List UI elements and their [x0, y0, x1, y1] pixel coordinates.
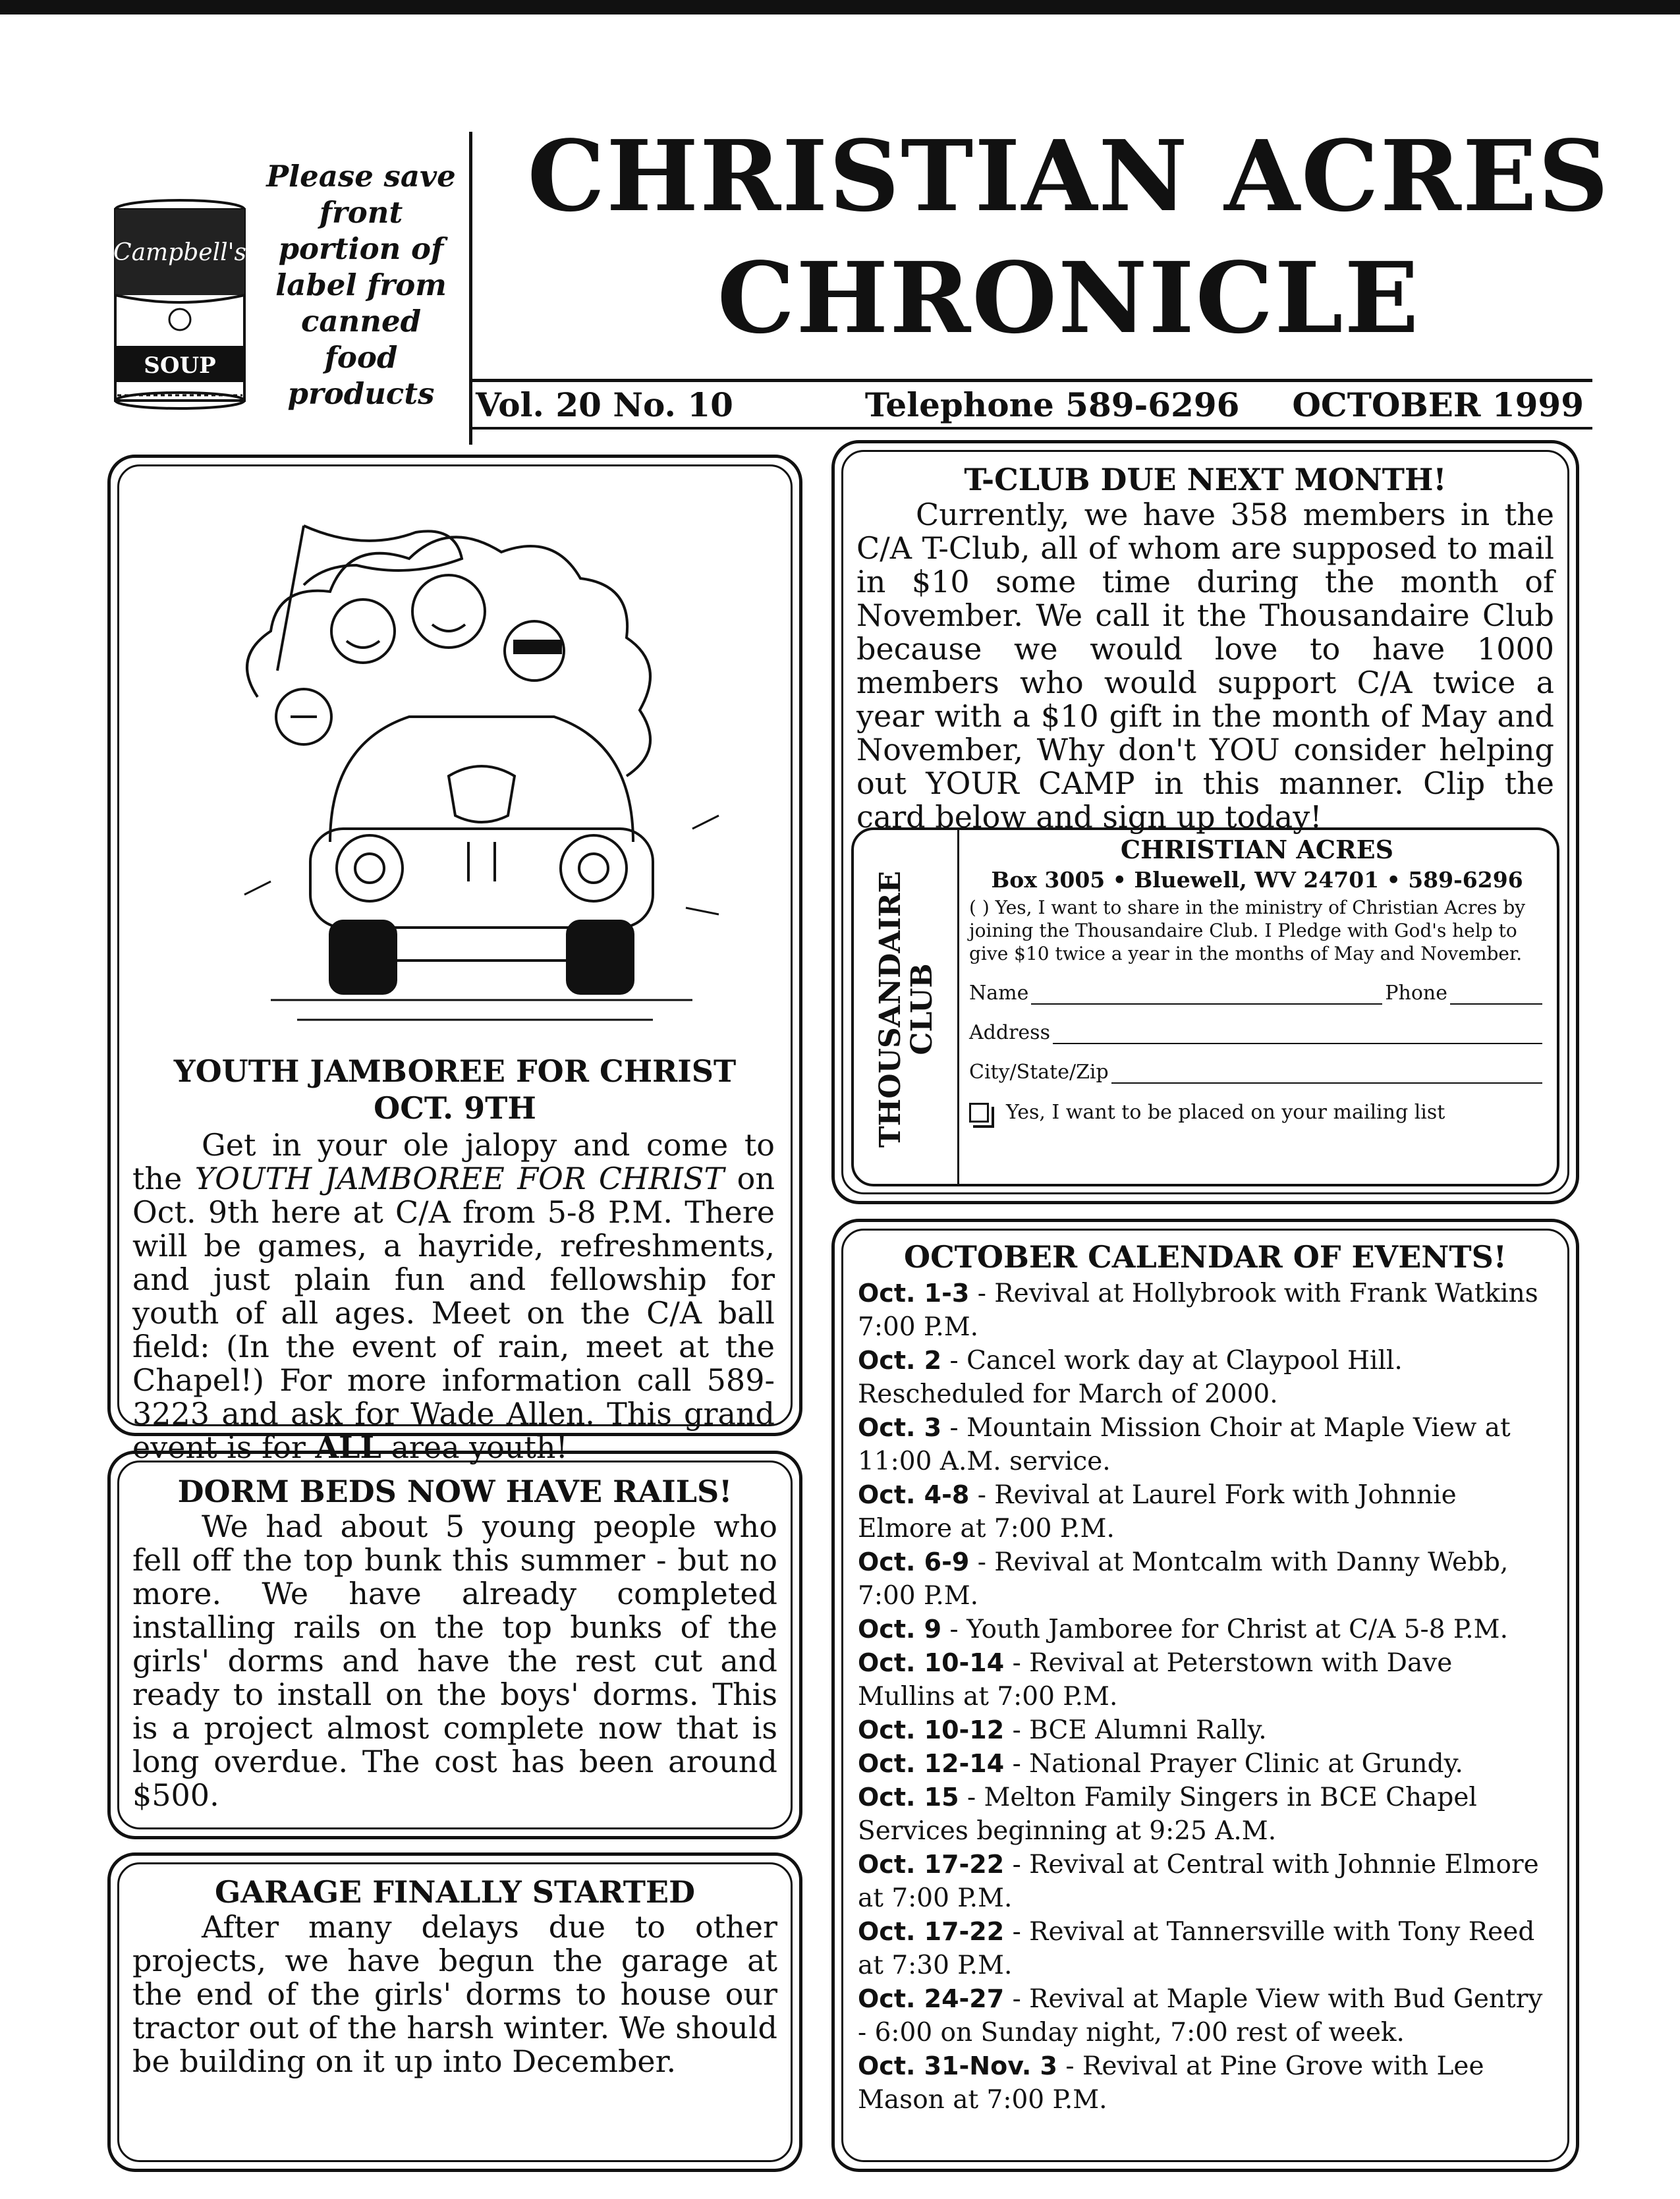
- jamboree-date: OCT. 9TH: [374, 1090, 536, 1126]
- calendar-event: [858, 1848, 1553, 1915]
- card-side-label: THOUSANDAIRE CLUB: [854, 830, 959, 1184]
- event-description: - Revival at Pine Grove with Lee Mason at 7:00 P.M.: [858, 2051, 1484, 2115]
- jamboree-title: YOUTH JAMBOREE FOR CHRIST: [173, 1053, 737, 1089]
- calendar-event: [858, 1713, 1553, 1747]
- can-label: SOUP: [144, 352, 216, 379]
- event-date: Oct. 10-14: [858, 1648, 1005, 1677]
- event-description: - National Prayer Clinic at Grundy.: [1004, 1749, 1463, 1779]
- event-date: Oct. 17-22: [858, 1850, 1005, 1879]
- event-date: Oct. 12-14: [858, 1749, 1005, 1778]
- garage-article: [107, 1852, 802, 2172]
- telephone: Telephone 589-6296: [864, 385, 1240, 424]
- address-label: Address: [969, 1021, 1050, 1044]
- garage-body: After many delays due to other projects, we have begun the garage at the end of the girls' dorms to house our tractor out of the harsh winter. We should be building on it up into December.: [132, 1909, 777, 2079]
- event-description: - BCE Alumni Rally.: [1004, 1715, 1267, 1745]
- calendar-event: [858, 1411, 1553, 1478]
- phone-label: Phone: [1385, 982, 1447, 1005]
- calendar-event: [858, 1646, 1553, 1713]
- city-label: City/State/Zip: [969, 1061, 1109, 1084]
- event-date: Oct. 1-3: [858, 1279, 970, 1308]
- card-pledge: ( ) Yes, I want to share in the ministry of Christian Acres by joining the Thousandaire Club. I Pledge with God's help to give $10 twice a year in the months of May and November.: [969, 897, 1526, 964]
- event-date: Oct. 9: [858, 1615, 942, 1644]
- mailing-list-row: [969, 1101, 1545, 1124]
- issue-date: OCTOBER 1999: [1292, 385, 1584, 424]
- event-description: - Revival at Central with Johnnie Elmore at 7:00 P.M.: [858, 1850, 1539, 1913]
- dorm-body: We had about 5 young people who fell off the top bunk this summer - but no more. We have already completed installing rails on the top bunks of the girls' dorms and have the rest cut and ready to install on the boys' dorms. This is a project almost complete now that is long overdue. The cost has been around $500.: [132, 1509, 777, 1813]
- city-row: [969, 1059, 1545, 1084]
- tclub-title: T-CLUB DUE NEXT MONTH!: [964, 462, 1447, 497]
- soup-can-icon: [111, 198, 249, 415]
- address-field[interactable]: [1053, 1024, 1542, 1044]
- can-logo: Campbell's: [113, 239, 246, 266]
- event-date: Oct. 10-12: [858, 1715, 1005, 1744]
- address-row: [969, 1019, 1545, 1044]
- garage-title: GARAGE FINALLY STARTED: [215, 1874, 695, 1910]
- calendar-event: [858, 1747, 1553, 1781]
- jamboree-body: Get in your ole jalopy and come to the YOUTH JAMBOREE FOR CHRIST on Oct. 9th here at C/A from 5-8 P.M. There will be games, a hayride, refreshments, and just plain fun and fellowship for youth of all ages. Meet on the C/A ball field: (In the event of rain, meet at the Chapel!) For more information call 589-3223 and ask for Wade Allen. This grand event is for ALL area youth!: [132, 1127, 775, 1465]
- top-rule: [0, 0, 1680, 14]
- event-description: - Revival at Laurel Fork with Johnnie Elmore at 7:00 P.M.: [858, 1480, 1457, 1544]
- thousandaire-signup-card: [851, 827, 1559, 1186]
- event-date: Oct. 6-9: [858, 1547, 970, 1576]
- newsletter-title: CHRISTIAN ACRES CHRONICLE: [527, 119, 1610, 355]
- dorm-beds-article: [107, 1451, 802, 1839]
- masthead-rule-bottom: [469, 427, 1592, 430]
- event-date: Oct. 31-Nov. 3: [858, 2051, 1057, 2080]
- calendar-event: [858, 2049, 1553, 2117]
- event-date: Oct. 24-27: [858, 1984, 1005, 2013]
- masthead-info-bar: [476, 382, 1589, 427]
- name-phone-row: [969, 980, 1545, 1005]
- calendar-event: [858, 1545, 1553, 1613]
- event-date: Oct. 4-8: [858, 1480, 970, 1509]
- calendar-event: [858, 1613, 1553, 1646]
- event-date: Oct. 2: [858, 1346, 942, 1375]
- calendar-title: OCTOBER CALENDAR OF EVENTS!: [904, 1239, 1507, 1275]
- event-description: - Revival at Hollybrook with Frank Watkins 7:00 P.M.: [858, 1279, 1538, 1342]
- event-description: - Cancel work day at Claypool Hill. Rescheduled for March of 2000.: [858, 1346, 1403, 1409]
- calendar-event: [858, 1478, 1553, 1545]
- volume-number: Vol. 20 No. 10: [476, 385, 733, 424]
- calendar-event-list: [858, 1277, 1553, 2117]
- calendar-event: [858, 1915, 1553, 1982]
- jalopy-cartoon-icon: [231, 499, 732, 1026]
- card-title: CHRISTIAN ACRES: [1120, 835, 1394, 864]
- event-description: - Revival at Maple View with Bud Gentry - 6:00 on Sunday night, 7:00 rest of week.: [858, 1984, 1543, 2047]
- event-description: - Melton Family Singers in BCE Chapel Services beginning at 9:25 A.M.: [858, 1783, 1477, 1846]
- event-description: - Mountain Mission Choir at Maple View at 11:00 A.M. service.: [858, 1413, 1511, 1476]
- calendar-event: [858, 1982, 1553, 2049]
- event-description: - Revival at Peterstown with Dave Mullins at 7:00 P.M.: [858, 1648, 1453, 1712]
- event-description: - Revival at Montcalm with Danny Webb, 7:00 P.M.: [858, 1547, 1509, 1611]
- name-label: Name: [969, 982, 1029, 1005]
- jamboree-article: [107, 455, 802, 1465]
- card-address: Box 3005 • Bluewell, WV 24701 • 589-6296: [991, 867, 1523, 893]
- save-label-note: Please save front portion of label from canned food products: [266, 159, 456, 411]
- tclub-article: [831, 440, 1579, 1204]
- city-field[interactable]: [1111, 1064, 1542, 1084]
- mailing-list-checkbox[interactable]: [969, 1103, 989, 1123]
- event-description: - Revival at Tannersville with Tony Reed at 7:30 P.M.: [858, 1917, 1535, 1980]
- calendar-article: [831, 1219, 1579, 2172]
- event-description: - Youth Jamboree for Christ at C/A 5-8 P.M.: [941, 1615, 1508, 1644]
- event-date: Oct. 17-22: [858, 1917, 1005, 1946]
- name-field[interactable]: [1031, 985, 1382, 1005]
- phone-field[interactable]: [1450, 985, 1542, 1005]
- calendar-event: [858, 1277, 1553, 1344]
- event-date: Oct. 15: [858, 1783, 959, 1812]
- dorm-title: DORM BEDS NOW HAVE RAILS!: [177, 1474, 733, 1509]
- calendar-event: [858, 1344, 1553, 1411]
- calendar-event: [858, 1781, 1553, 1848]
- tclub-body: Currently, we have 358 members in the C/A T-Club, all of whom are supposed to mail in $10 some time during the month of November. We call it the Thousandaire Club because we would love to have 1000 members who would support C/A twice a year with a $10 gift in the month of May and November, Why don't YOU consider helping out YOUR CAMP in this manner. Clip the card below and sign up today!: [856, 497, 1554, 835]
- mailing-list-label: Yes, I want to be placed on your mailing list: [1006, 1101, 1445, 1124]
- event-date: Oct. 3: [858, 1413, 942, 1442]
